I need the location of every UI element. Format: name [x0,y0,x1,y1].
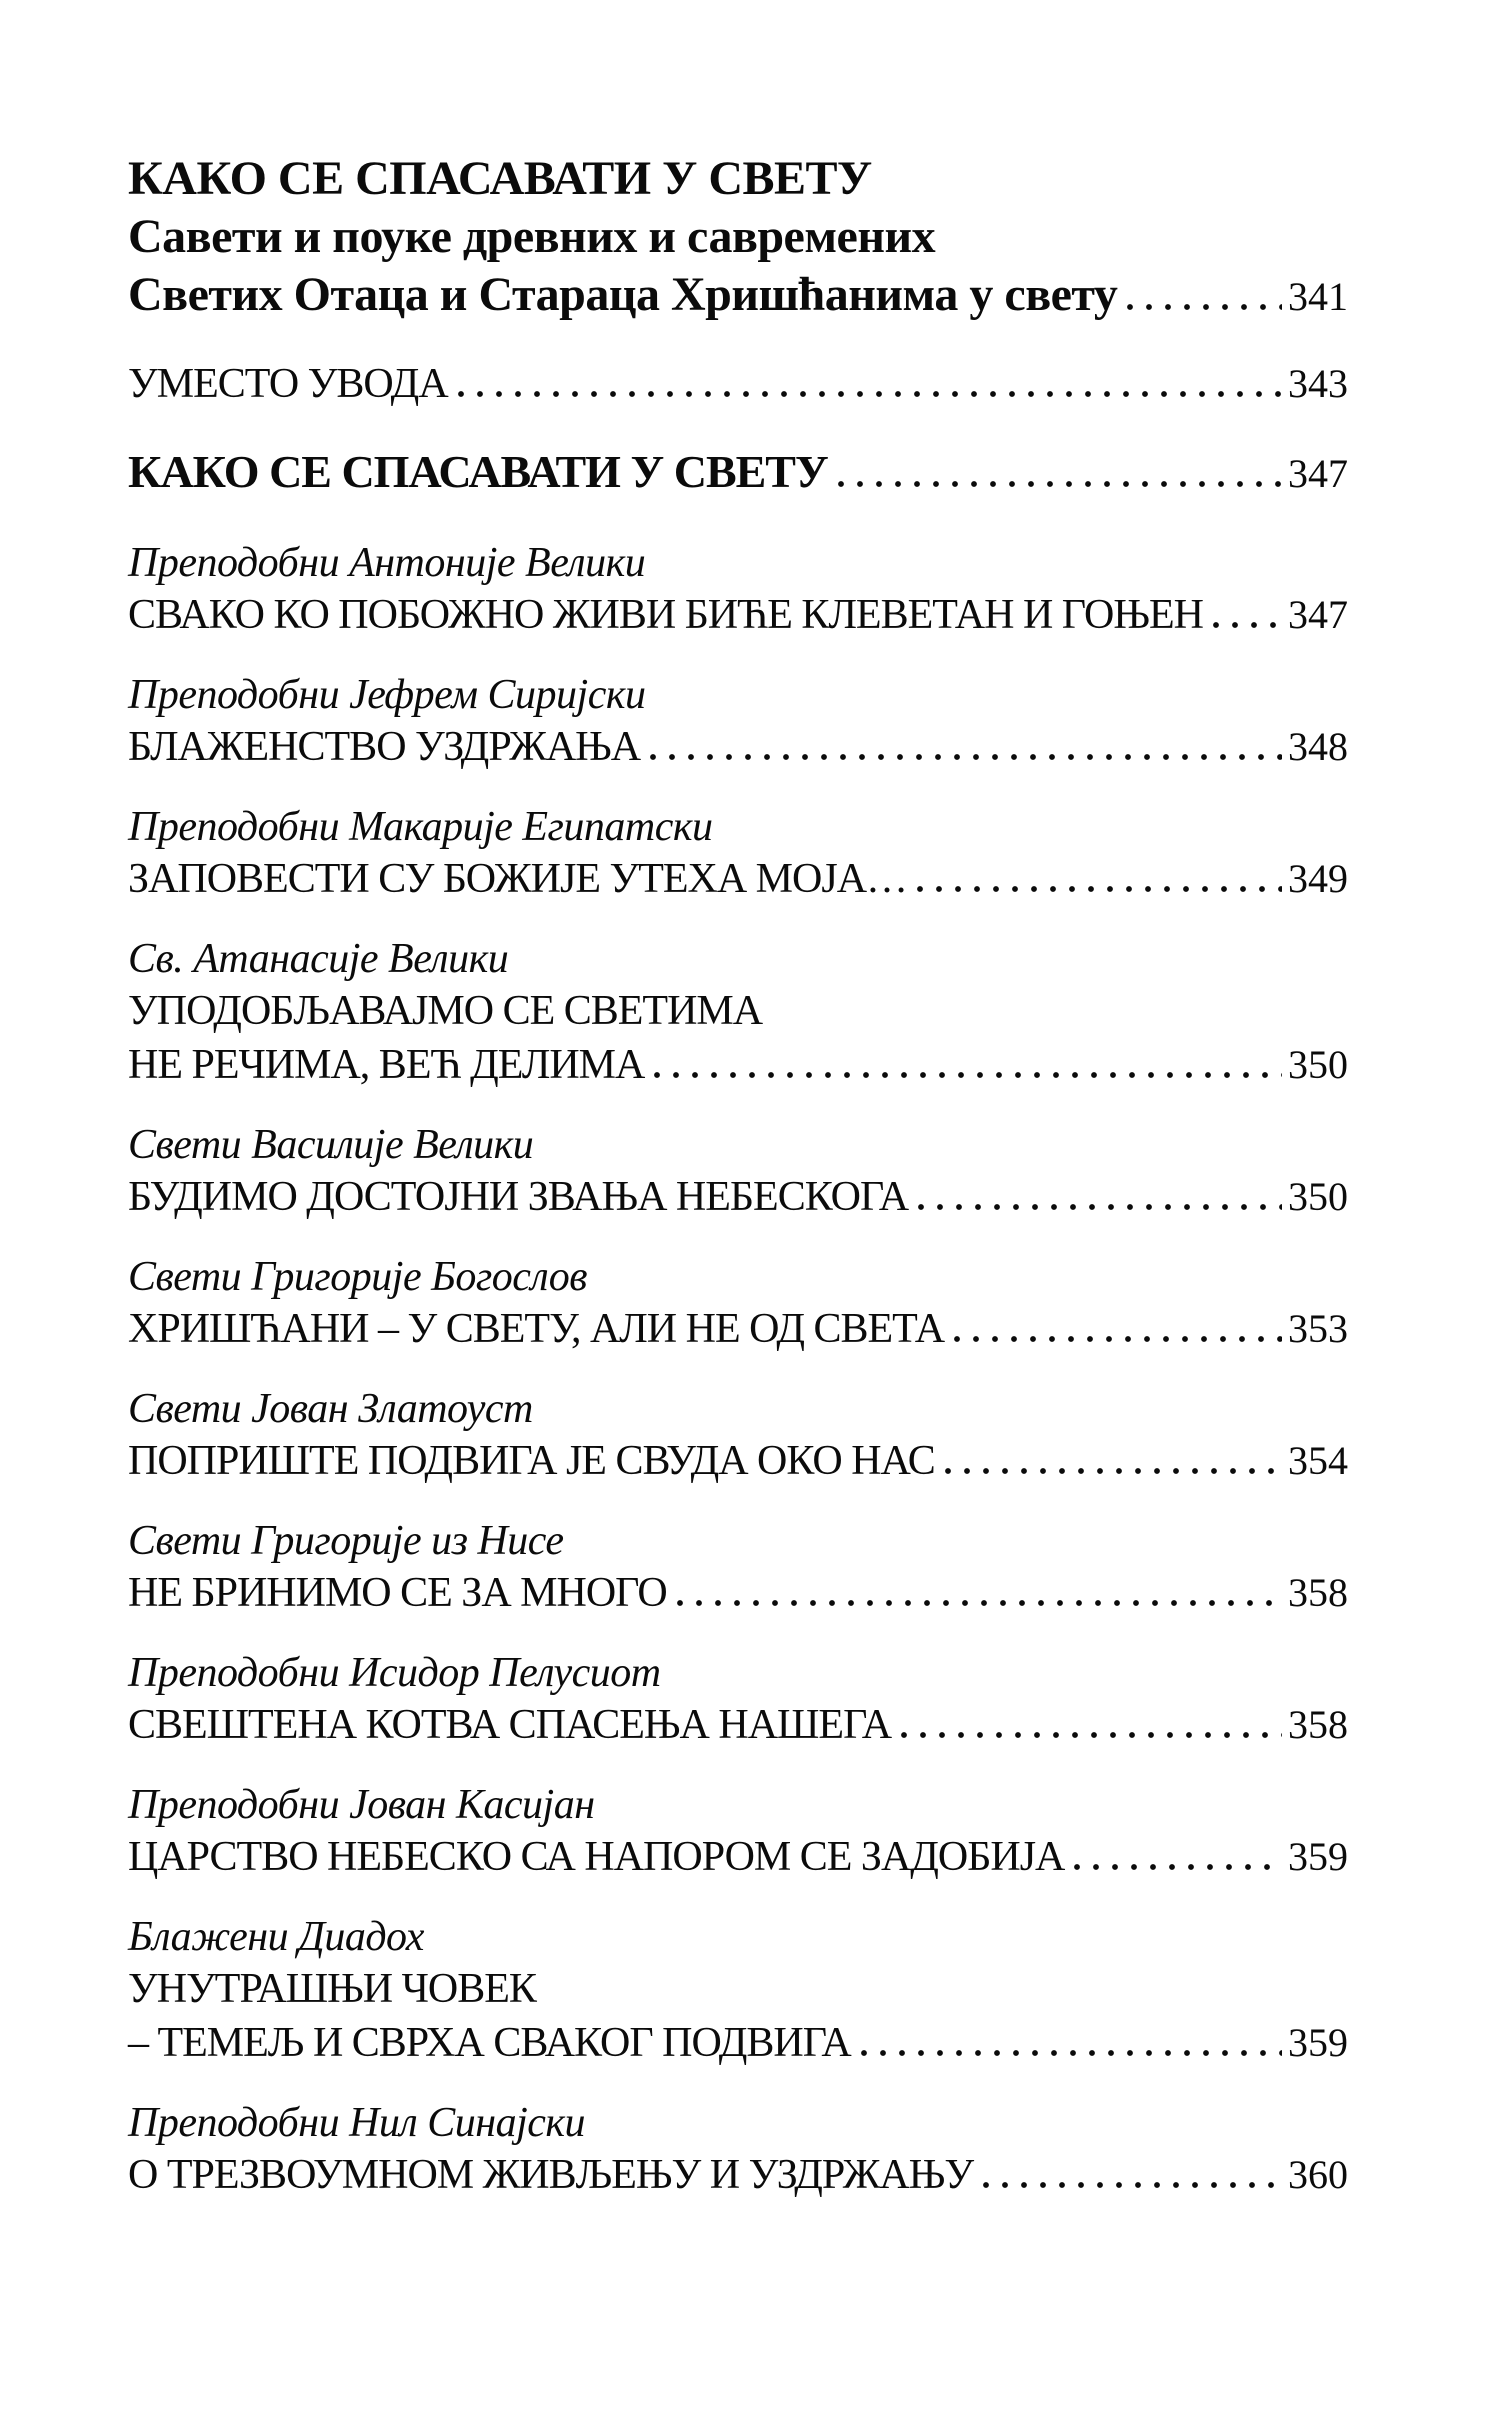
toc-entry [128,1120,1348,1224]
entry-author: Свети Григорије из Нисе [128,1518,564,1564]
page-number: 354 [1288,1438,1348,1483]
heading-line-3: Светих Отаца и Стараца Хришћанима у свету [128,268,1118,321]
dot-leader [861,2050,1282,2056]
entry-title: – ТЕМЕЉ И СВРХА СВАКОГ ПОДВИГА [128,2020,851,2066]
entry-title: НЕ РЕЧИМА, ВЕЋ ДЕЛИМА [128,1042,645,1088]
entry-title-row [128,2148,1348,2202]
entry-title-row [128,1830,1348,1884]
dot-leader [954,1336,1282,1342]
toc-entry [128,1912,1348,2070]
entry-author: Блажени Диадох [128,1914,424,1960]
entry-title: ХРИШЋАНИ – У СВЕТУ, АЛИ НЕ ОД СВЕТА [128,1306,945,1352]
toc-entry [128,1384,1348,1488]
entry-title: СВЕШТЕНА КОТВА СПАСЕЊА НАШЕГА [128,1702,892,1748]
entry-author: Свети Јован Златоуст [128,1386,533,1432]
dot-leader [1213,622,1282,628]
entry-title-row [128,720,1348,774]
entry-author: Преподобни Макарије Египатски [128,804,713,850]
toc-entry [128,538,1348,642]
dot-leader [838,481,1282,487]
heading-line-3-row [128,266,1348,324]
dot-leader [1127,304,1282,310]
page-number: 359 [1288,1834,1348,1879]
page-number: 358 [1288,1570,1348,1615]
page-number: 358 [1288,1702,1348,1747]
entry-title: О ТРЕЗВОУМНОМ ЖИВЉЕЊУ И УЗДРЖАЊУ [128,2152,974,2198]
entry-title: БЛАЖЕНСТВО УЗДРЖАЊА [128,724,641,770]
page-number: 343 [1288,361,1348,406]
page-number: 347 [1288,592,1348,637]
entry-title-row [128,588,1348,642]
entry-title: НЕ БРИНИМО СЕ ЗА МНОГО [128,1570,667,1616]
page-number: 348 [1288,724,1348,769]
toc-entry [128,670,1348,774]
page-number: 349 [1288,856,1348,901]
toc-entry [128,2098,1348,2202]
toc-entry [128,1516,1348,1620]
entry-title-row [128,2016,1348,2070]
entry-title-row [128,1434,1348,1488]
dot-leader [945,1468,1282,1474]
toc-entry [128,1780,1348,1884]
entry-title-row [128,852,1348,906]
entry-author: Преподобни Исидор Пелусиот [128,1650,661,1696]
page-number: 347 [1288,451,1348,496]
dot-leader [458,391,1282,397]
entry-title: СВАКО КО ПОБОЖНО ЖИВИ БИЋЕ КЛЕВЕТАН И ГОЊЕН [128,592,1203,638]
dot-leader [1074,1864,1282,1870]
entry-title-row [128,1038,1348,1092]
entry-author: Свети Григорије Богослов [128,1254,587,1300]
page-number: 360 [1288,2152,1348,2197]
toc-entry [128,1648,1348,1752]
entry-title: ПОПРИШТЕ ПОДВИГА ЈЕ СВУДА ОКО НАС [128,1438,935,1484]
dot-leader [918,1204,1282,1210]
entry-author: Свети Василије Велики [128,1122,534,1168]
section-row [128,446,1348,498]
page-number: 353 [1288,1306,1348,1351]
entry-title-row [128,1566,1348,1620]
dot-leader [983,2182,1282,2188]
entry-title-line: УПОДОБЉАВАЈМО СЕ СВЕТИМА [128,988,763,1034]
section-label: КАКО СЕ СПАСАВАТИ У СВЕТУ [128,446,828,497]
intro-row [128,358,1348,410]
entry-author: Преподобни Нил Синајски [128,2100,586,2146]
page-number: 359 [1288,2020,1348,2065]
entry-author: Преподобни Јефрем Сиријски [128,672,646,718]
dot-leader [650,754,1282,760]
entry-title-row [128,1302,1348,1356]
toc-entry [128,802,1348,906]
page-number: 341 [1288,274,1348,319]
entry-title-row [128,1698,1348,1752]
entry-author: Преподобни Антоније Велики [128,540,646,586]
toc-entry [128,934,1348,1092]
entry-author: Св. Атанасије Велики [128,936,509,982]
page-number: 350 [1288,1174,1348,1219]
dot-leader [654,1072,1282,1078]
toc-heading [128,150,1348,324]
dot-leader [917,886,1282,892]
entry-title: ЦАРСТВО НЕБЕСКО СА НАПОРОМ СЕ ЗАДОБИЈА [128,1834,1065,1880]
entry-title-line: УНУТРАШЊИ ЧОВЕК [128,1966,536,2012]
heading-line-1: КАКО СЕ СПАСАВАТИ У СВЕТУ [128,152,872,205]
heading-line-2: Савети и поуке древних и савремених [128,210,936,263]
entry-author: Преподобни Јован Касијан [128,1782,595,1828]
dot-leader [901,1732,1282,1738]
entry-title-row [128,1170,1348,1224]
toc-entry [128,1252,1348,1356]
intro-label: УМЕСТО УВОДА [128,361,448,407]
dot-leader [677,1600,1282,1606]
entry-title: БУДИМО ДОСТОЈНИ ЗВАЊА НЕБЕСКОГА [128,1174,909,1220]
entry-title: ЗАПОВЕСТИ СУ БОЖИЈЕ УТЕХА МОЈА… [128,856,908,902]
page-number: 350 [1288,1042,1348,1087]
